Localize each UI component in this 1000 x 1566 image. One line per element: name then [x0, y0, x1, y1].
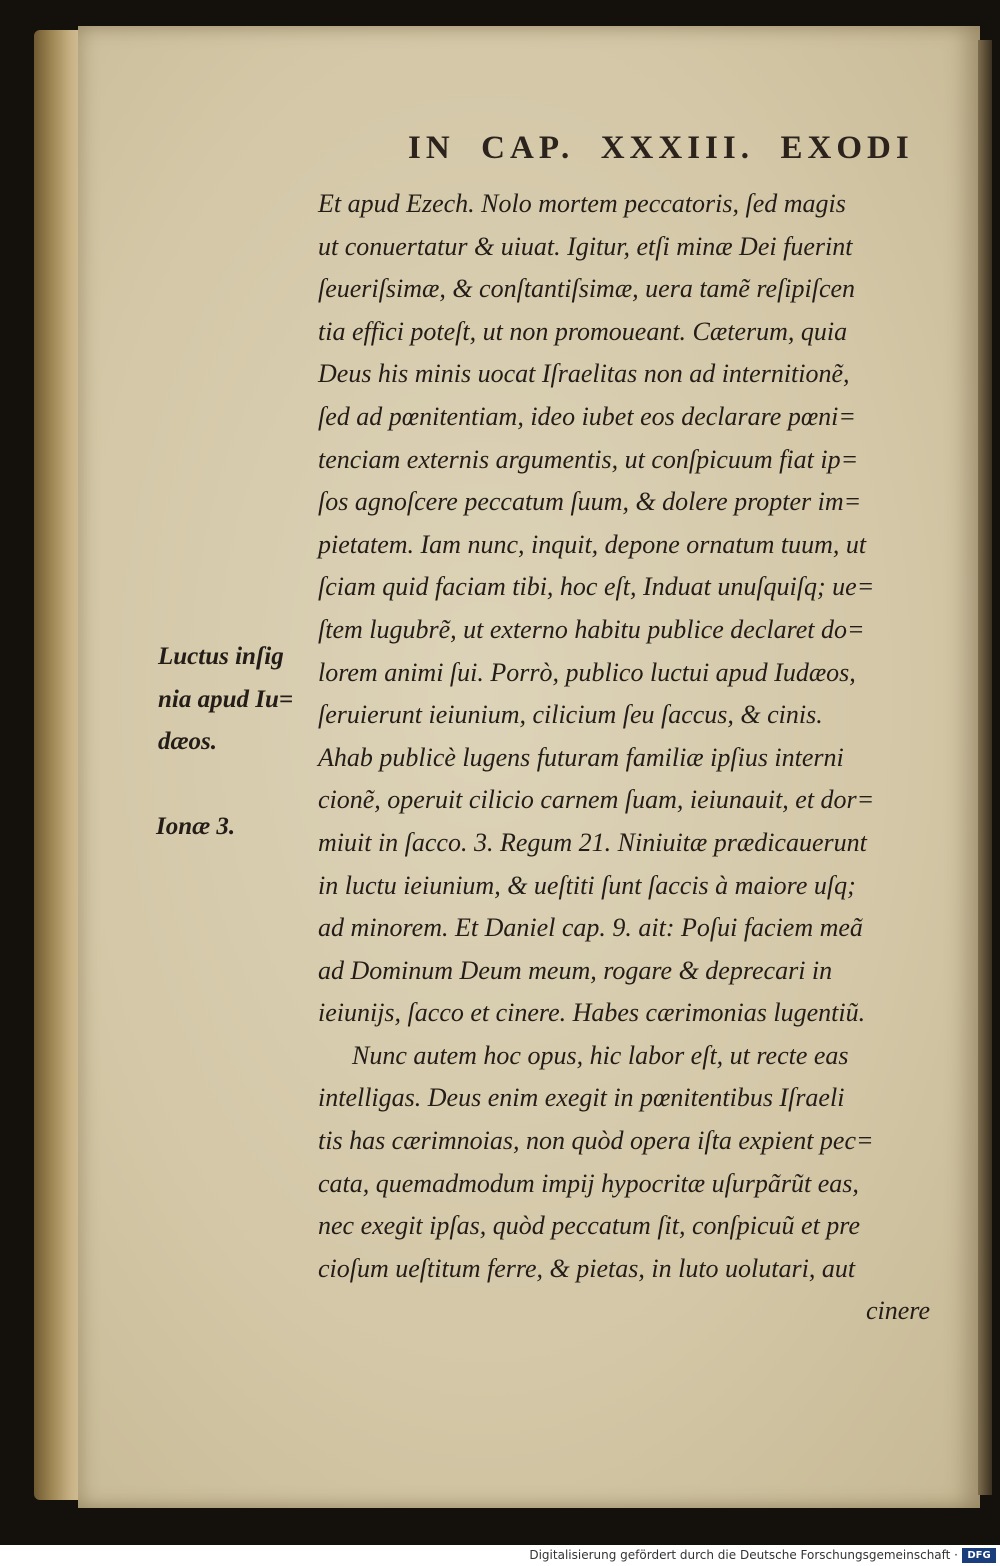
- text-line: ſtem lugubrẽ, ut externo habitu publice declaret do=: [318, 614, 865, 644]
- text-line: lorem animi ſui. Porrò, publico luctui apud Iudæos,: [318, 657, 856, 687]
- text-line: ad minorem. Et Daniel cap. 9. ait: Poſui faciem meã: [318, 913, 863, 943]
- text-line: cioſum ueſtitum ferre, & pietas, in luto uolutari, aut: [318, 1253, 856, 1283]
- text-line: tenciam externis argumentis, ut conſpicuum fiat ip=: [318, 444, 859, 474]
- text-line: ſos agnoſcere peccatum ſuum, & dolere propter im=: [318, 487, 862, 517]
- text-line: nec exegit ipſas, quòd peccatum ſit, conſpicuũ et pre: [318, 1211, 860, 1241]
- text-line: ſciam quid faciam tibi, hoc eſt, Induat unuſquiſq; ue=: [318, 572, 875, 602]
- text-line: in luctu ieiunium, & ueſtiti ſunt ſaccis à maiore uſq;: [318, 870, 856, 900]
- marginal-note-line: Luctus inſig: [158, 643, 284, 670]
- text-line: intelligas. Deus enim exegit in pœnitentibus Iſraeli: [318, 1083, 845, 1113]
- text-line: Ahab publicè lugens futuram familiæ ipſius interni: [318, 742, 844, 772]
- text-line: Deus his minis uocat Iſraelitas non ad internitionẽ,: [318, 359, 850, 389]
- marginal-note-luctus: [158, 636, 293, 764]
- dfg-logo: DFG: [962, 1548, 996, 1563]
- text-line: ſed ad pœnitentiam, ideo iubet eos declarare pœni=: [318, 401, 856, 431]
- funding-credit: Digitalisierung gefördert durch die Deutsche Forschungsgemeinschaft ·: [529, 1548, 958, 1562]
- footer-bar: [0, 1545, 1000, 1566]
- text-line: tis has cærimnoias, non quòd opera iſta expient pec=: [318, 1126, 874, 1156]
- text-line: pietatem. Iam nunc, inquit, depone ornatum tuum, ut: [318, 529, 867, 559]
- text-line: cionẽ, operuit cilicio carnem ſuam, ieiunauit, et dor=: [318, 785, 875, 815]
- running-head: IN CAP. XXXIII. EXODI: [408, 130, 914, 166]
- page-right-edge: [978, 40, 992, 1495]
- text-line: ſeueriſsimæ, & conſtantiſsimæ, uera tamẽ reſipiſcen: [318, 274, 856, 304]
- text-line: ut conuertatur & uiuat. Igitur, etſi minæ Dei fuerint: [318, 231, 853, 261]
- text-line: Et apud Ezech. Nolo mortem peccatoris, ſed magis: [318, 189, 846, 218]
- text-line: tia effici poteſt, ut non promoueant. Cæterum, quia: [318, 316, 848, 346]
- marginal-note-line: dæos.: [158, 728, 218, 756]
- marginal-note-line: nia apud Iu=: [158, 685, 294, 713]
- text-line: cata, quemadmodum impij hypocritæ uſurpãrũt eas,: [318, 1168, 859, 1198]
- main-text-block: [318, 183, 960, 1333]
- text-line: Nunc autem hoc opus, hic labor eſt, ut recte eas: [352, 1040, 849, 1070]
- text-line: ad Dominum Deum meum, rogare & deprecari in: [318, 955, 833, 985]
- text-line: ieiunijs, ſacco et cinere. Habes cærimonias lugentiũ.: [318, 998, 866, 1028]
- text-line: miuit in ſacco. 3. Regum 21. Niniuitæ prædicauerunt: [318, 827, 867, 857]
- text-line: ſeruierunt ieiunium, cilicium ſeu ſaccus, & cinis.: [318, 700, 823, 730]
- catchword: cinere: [866, 1296, 930, 1326]
- marginal-note-ionae: Ionæ 3.: [156, 813, 236, 840]
